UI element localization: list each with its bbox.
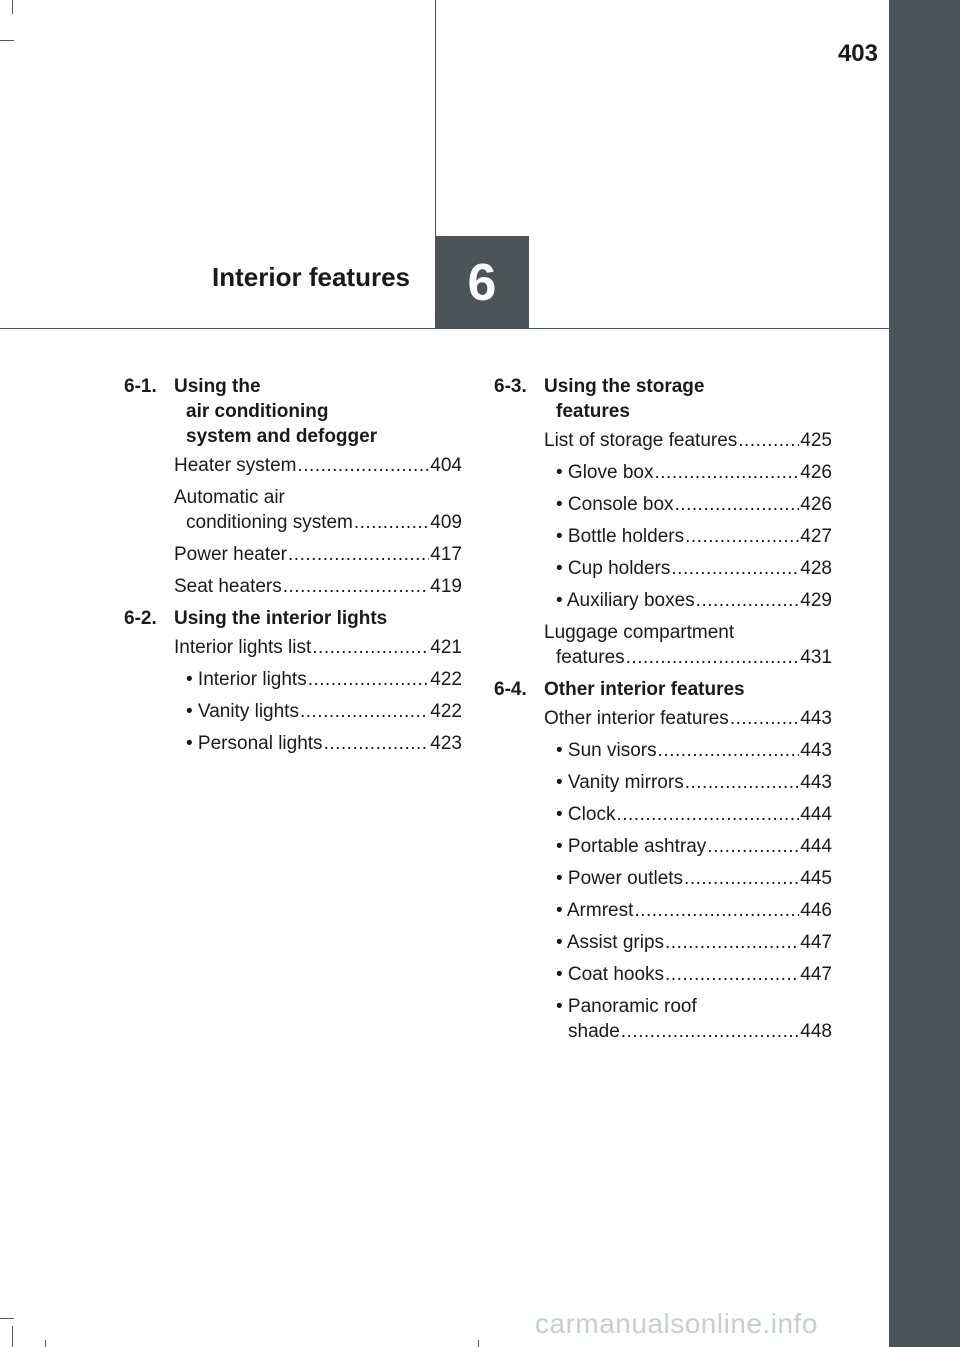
toc-entry-label: • Coat hooks [556,964,665,985]
toc-entry-link[interactable] [494,930,832,955]
toc-page-number: 422 [430,701,462,722]
toc-page-number: 421 [430,637,462,658]
toc-entry-link[interactable] [494,524,832,549]
toc-page-number: 404 [430,455,462,476]
toc-entry-label: • Clock [556,804,616,825]
dot-leader [283,574,430,599]
crop-mark [45,1340,46,1347]
dot-leader [671,556,799,581]
crop-mark [0,40,14,41]
dot-leader [730,706,799,731]
toc-entry-link[interactable] [124,667,462,692]
toc-page-number: 447 [800,964,832,985]
dot-leader [634,898,799,923]
section-title-line: Using the storage [544,376,705,397]
toc-section-heading [124,606,462,631]
dot-leader [300,699,429,724]
toc-page-number: 444 [800,836,832,857]
dot-leader [616,802,799,827]
toc-right-column [494,374,832,1051]
toc-page-number: 426 [800,462,832,483]
toc-entry-link[interactable] [494,620,832,670]
toc-section-heading [124,374,462,449]
toc-entry-label: List of storage features [544,430,738,451]
dot-leader [621,1019,800,1044]
toc-entry-label: Luggage compartment [544,622,735,643]
toc-entry-link[interactable] [494,588,832,613]
toc-page-number: 409 [430,512,462,533]
toc-page-number: 417 [430,544,462,565]
toc-entry-label: Other interior features [544,708,729,729]
toc-entry-link[interactable] [494,834,832,859]
toc-entry-label: Seat heaters [174,576,282,597]
toc-page-number: 431 [800,647,832,668]
toc-page-number: 444 [800,804,832,825]
dot-leader [626,645,800,670]
toc-entry-link[interactable] [494,898,832,923]
toc-page-number: 422 [430,669,462,690]
toc-entry-continuation [174,510,462,535]
toc-page-number: 443 [800,708,832,729]
toc-entry-link[interactable] [124,635,462,660]
toc-section-heading [494,374,832,424]
toc-page-number: 446 [800,900,832,921]
crop-mark [12,1326,13,1347]
toc-entry-label: • Armrest [556,900,634,921]
dot-leader [684,866,799,891]
toc-entry-label: • Vanity mirrors [556,772,684,793]
toc-entry-continuation [544,645,832,670]
dot-leader [354,510,429,535]
crop-mark [12,0,13,14]
toc-entry-link[interactable] [494,770,832,795]
page-number: 403 [837,40,878,67]
toc-entry-label: • Assist grips [556,932,665,953]
chapter-number-tab: 6 [435,236,529,329]
toc-entry-label-continued: features [556,647,625,668]
toc-entry-link[interactable] [124,574,462,599]
toc-entry-link[interactable] [494,460,832,485]
crop-mark [0,1318,14,1319]
toc-page-number: 447 [800,932,832,953]
toc-entry-link[interactable] [494,738,832,763]
toc-entry-link[interactable] [494,556,832,581]
toc-entry-link[interactable] [124,485,462,535]
section-number: 6-3. [494,376,527,397]
toc-entry-label: • Console box [556,494,674,515]
toc-entry-link[interactable] [124,731,462,756]
section-title-line: system and defogger [186,426,378,447]
toc-entry-label: • Personal lights [186,733,323,754]
section-number: 6-2. [124,608,157,629]
section-title-line: air conditioning [186,401,329,422]
dot-leader [675,492,800,517]
toc-page-number: 448 [800,1021,832,1042]
toc-entry-label: • Sun visors [556,740,657,761]
dot-leader [738,428,799,453]
dot-leader [665,962,799,987]
toc-page-number: 426 [800,494,832,515]
toc-entry-link[interactable] [494,706,832,731]
dot-leader [324,731,430,756]
toc-entry-label: • Vanity lights [186,701,299,722]
section-title [174,606,462,631]
dot-leader [297,453,429,478]
dot-leader [707,834,799,859]
dot-leader [658,738,800,763]
chapter-title: Interior features [212,262,410,292]
dot-leader [685,524,799,549]
section-title [544,677,832,702]
toc-entry-label: • Cup holders [556,558,671,579]
toc-section-heading [494,677,832,702]
crop-mark [478,1340,479,1347]
toc-page-number: 425 [800,430,832,451]
toc-entry-continuation [556,1019,832,1044]
section-title-line: Using the interior lights [174,608,388,629]
toc-page-number: 445 [800,868,832,889]
section-title-line: Other interior features [544,679,745,700]
toc-entry-label: Power heater [174,544,288,565]
toc-entry-link[interactable] [494,866,832,891]
section-title [174,374,462,449]
toc-entry-label: • Interior lights [186,669,307,690]
toc-entry-label: • Auxiliary boxes [556,590,695,611]
toc-entry-label-continued: shade [568,1021,620,1042]
toc-entry-label: Interior lights list [174,637,312,658]
toc-page-number: 429 [800,590,832,611]
dot-leader [696,588,800,613]
toc-entry-label: Heater system [174,455,297,476]
toc-entry-link[interactable] [124,699,462,724]
section-title [544,374,832,424]
toc-entry-link[interactable] [494,802,832,827]
section-number: 6-4. [494,679,527,700]
toc-entry-label-continued: conditioning system [186,512,353,533]
toc-page-number: 443 [800,772,832,793]
section-title-line: features [556,401,630,422]
toc-entry-label: Automatic air [174,487,285,508]
toc-page-number: 443 [800,740,832,761]
toc-entry-link[interactable] [124,453,462,478]
dot-leader [288,542,429,567]
toc-entry-link[interactable] [124,542,462,567]
dot-leader [308,667,430,692]
toc-entry-label: • Glove box [556,462,654,483]
dot-leader [654,460,799,485]
toc-page-number: 423 [430,733,462,754]
toc-page-number: 419 [430,576,462,597]
watermark-text: carmanualsonline.info [535,1308,818,1339]
header-divider-vertical [435,0,436,236]
toc-entry-label: • Bottle holders [556,526,685,547]
toc-entry-label: • Panoramic roof [556,996,697,1017]
toc-entry-link[interactable] [494,994,832,1044]
dot-leader [685,770,800,795]
dot-leader [665,930,799,955]
toc-entry-link[interactable] [494,962,832,987]
toc-entry-label: • Portable ashtray [556,836,707,857]
section-number: 6-1. [124,376,157,397]
toc-entry-link[interactable] [494,428,832,453]
section-title-line: Using the [174,376,261,397]
toc-page-number: 428 [800,558,832,579]
toc-left-column [124,374,462,763]
toc-page-number: 427 [800,526,832,547]
chapter-sidebar-strip [889,0,960,1347]
dot-leader [312,635,429,660]
toc-entry-label: • Power outlets [556,868,684,889]
toc-entry-link[interactable] [494,492,832,517]
